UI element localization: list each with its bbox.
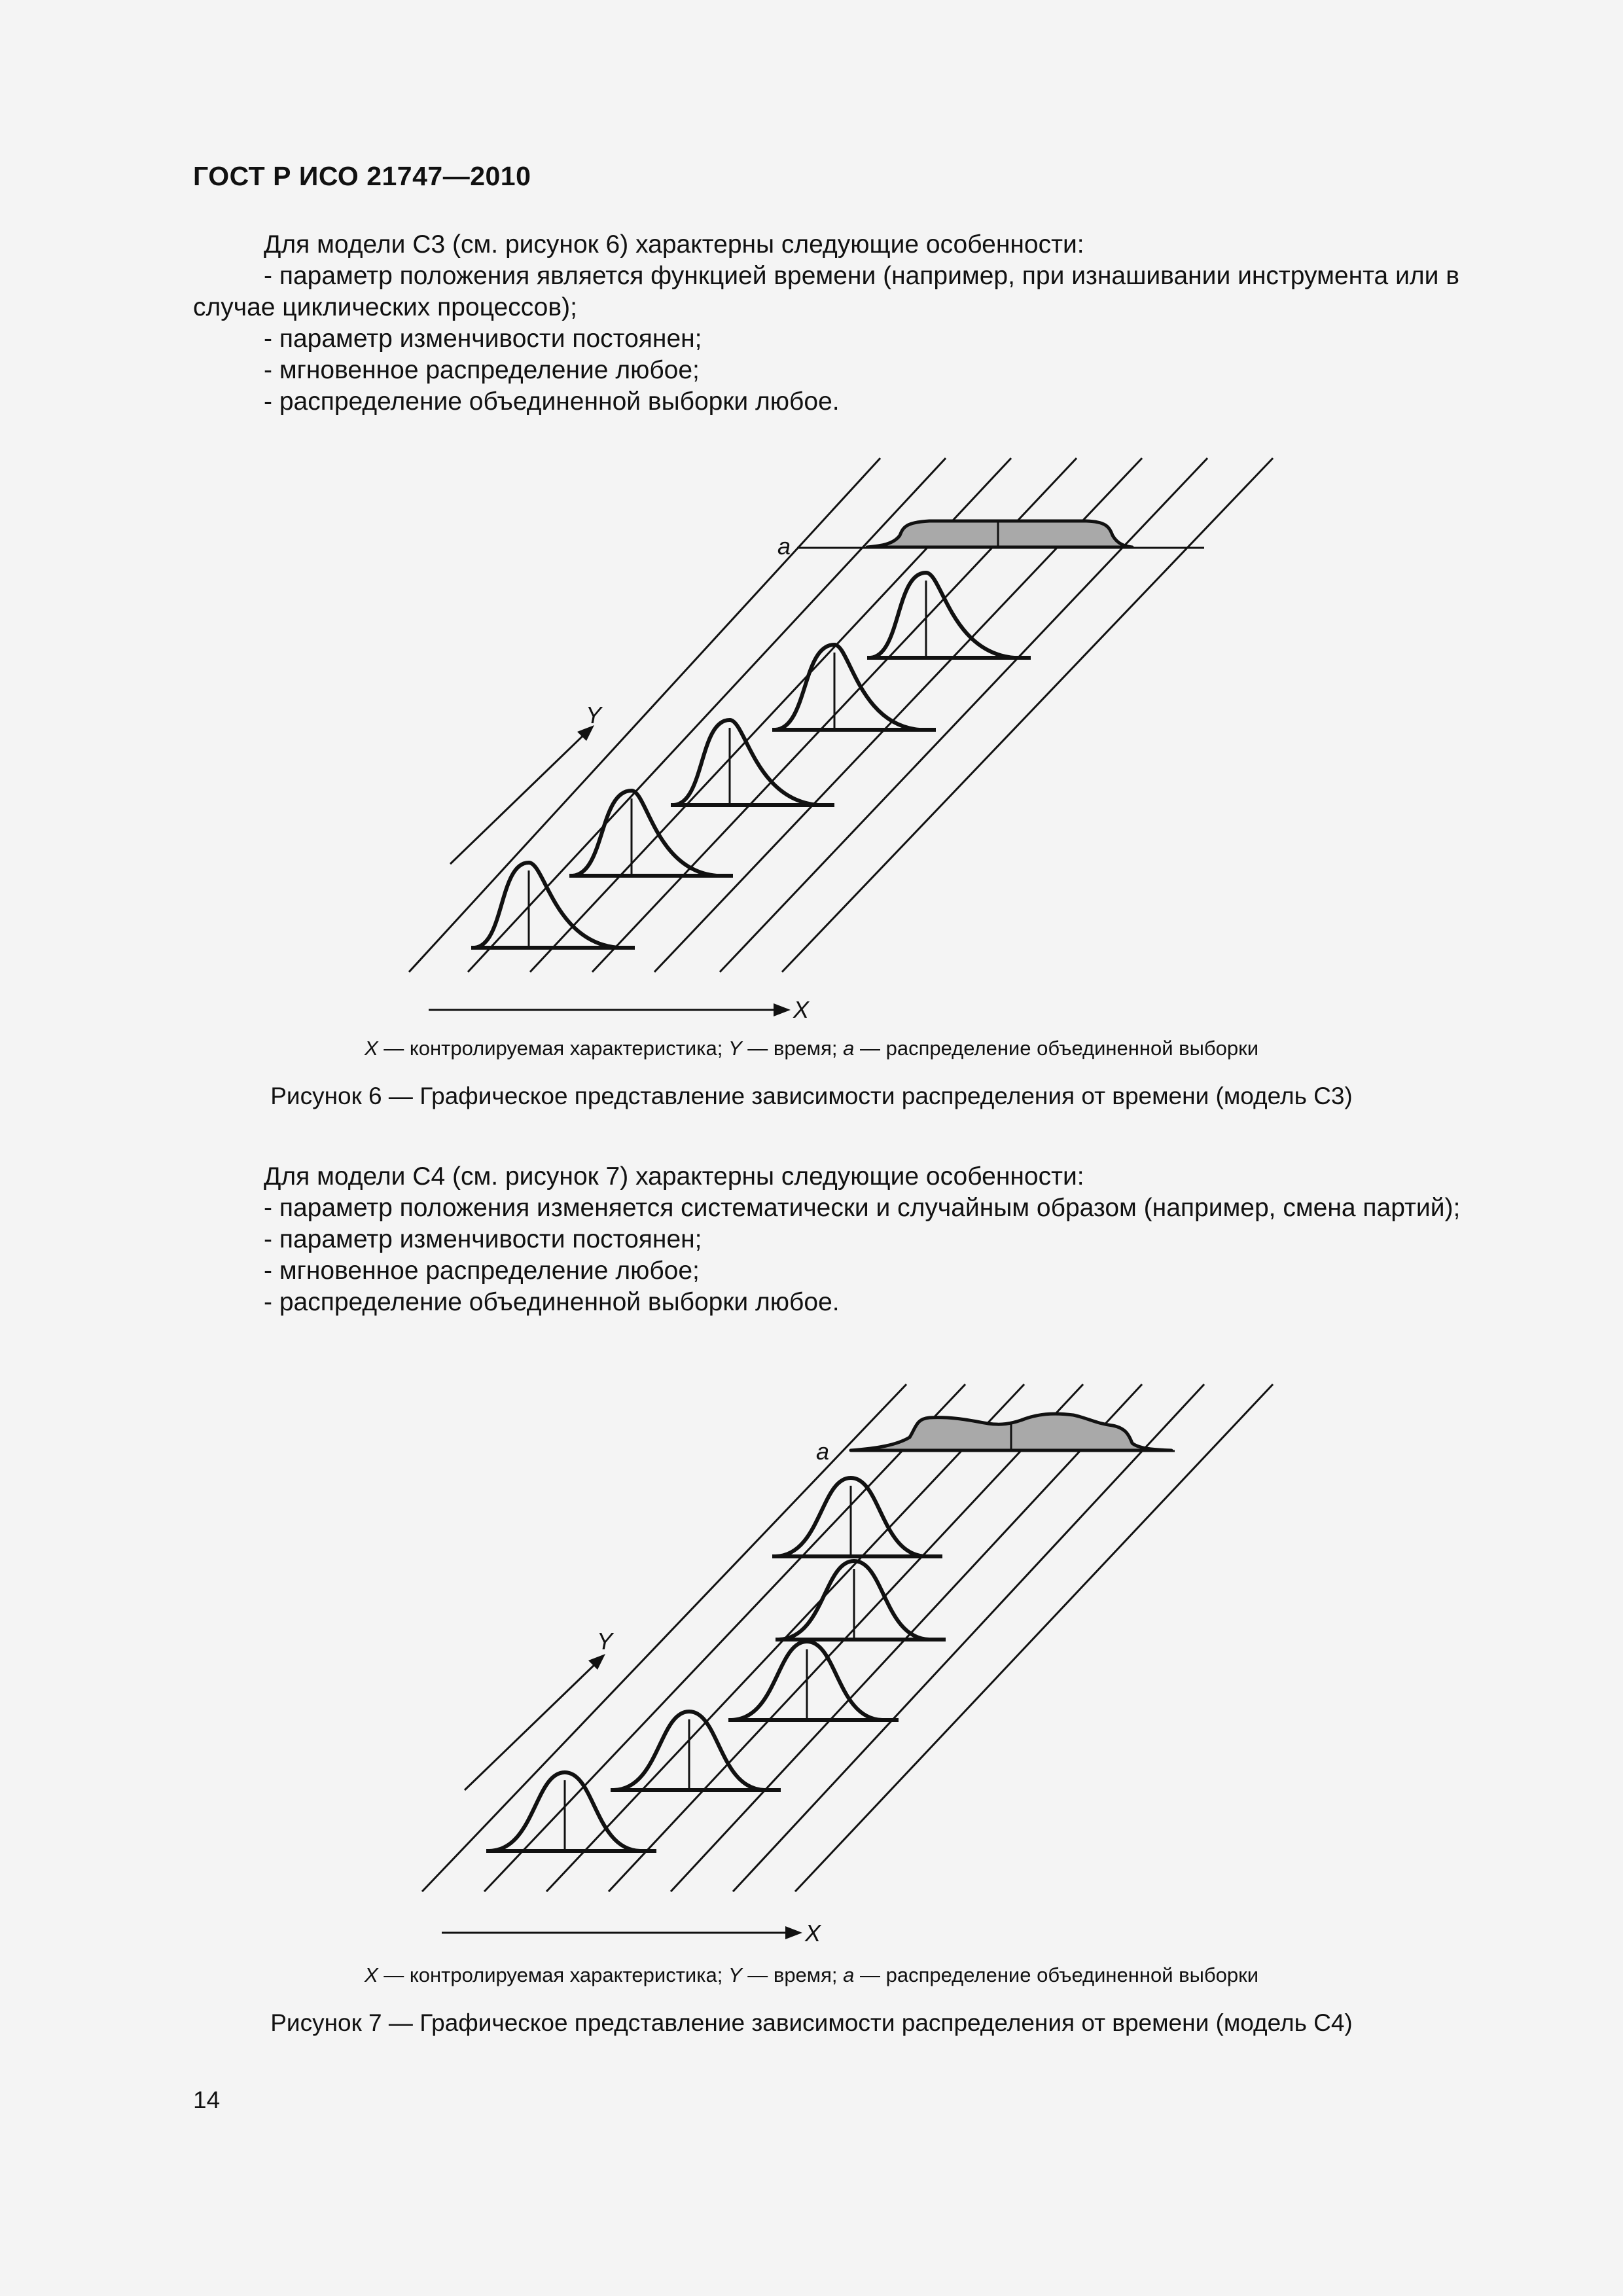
section-c4-item: - мгновенное распределение любое;: [264, 1257, 700, 1285]
figure-6-label-x: X: [793, 996, 810, 1023]
section-c3-item: - мгновенное распределение любое;: [264, 356, 700, 384]
figure-6-y-axis: [450, 733, 586, 864]
section-c4-text: [193, 1161, 1499, 1318]
figure-7-label-y: Y: [597, 1628, 613, 1655]
page-number: 14: [193, 2087, 221, 2113]
section-c3-intro: Для модели С3 (см. рисунок 6) характерны следующие особенности:: [264, 230, 1084, 259]
section-c4-intro: Для модели С4 (см. рисунок 7) характерны следующие особенности:: [264, 1162, 1084, 1191]
figure-7-caption: Рисунок 7 — Графическое представление зависимости распределения от времени (модель С4): [270, 2009, 1353, 2036]
figure-6-aggregate-distribution: [867, 521, 1132, 547]
figure-6-diagram: [0, 0, 1623, 1047]
distribution-curve: [674, 720, 818, 805]
section-c4-item: - параметр положения изменяется систематически и случайным образом (например, смена партий);: [264, 1194, 1461, 1222]
section-c3-item: - параметр положения является функцией времени (например, при изнашивании инструмента или в случае циклических процессов);: [193, 262, 1459, 321]
figure-6-distribution-curves: [471, 573, 1031, 948]
section-c4-item: - параметр изменчивости постоянен;: [264, 1225, 702, 1253]
figure-7-y-axis: [465, 1662, 597, 1790]
figure-6-diagonal-lines: [409, 458, 1273, 972]
figure-7-legend: X — контролируемая характеристика; Y — время; а — распределение объединенной выборки: [364, 1964, 1259, 1986]
figure-7-label-x: X: [805, 1920, 821, 1946]
figure-7-label-a: a: [816, 1438, 830, 1465]
figure-6-legend: X — контролируемая характеристика; Y — время; а — распределение объединенной выборки: [364, 1037, 1259, 1060]
section-c3-item: - параметр изменчивости постоянен;: [264, 325, 702, 353]
figure-6-label-a: a: [777, 533, 791, 560]
section-c4-item: - распределение объединенной выборки любое.: [264, 1288, 840, 1316]
figure-7-distribution-curves: [486, 1478, 946, 1851]
figure-6-caption: Рисунок 6 — Графическое представление зависимости распределения от времени (модель С3): [270, 1083, 1353, 1109]
document-header: ГОСТ Р ИСО 21747—2010: [193, 161, 531, 191]
section-c3-item: - распределение объединенной выборки любое.: [264, 387, 840, 416]
figure-6-label-y: Y: [586, 702, 602, 728]
